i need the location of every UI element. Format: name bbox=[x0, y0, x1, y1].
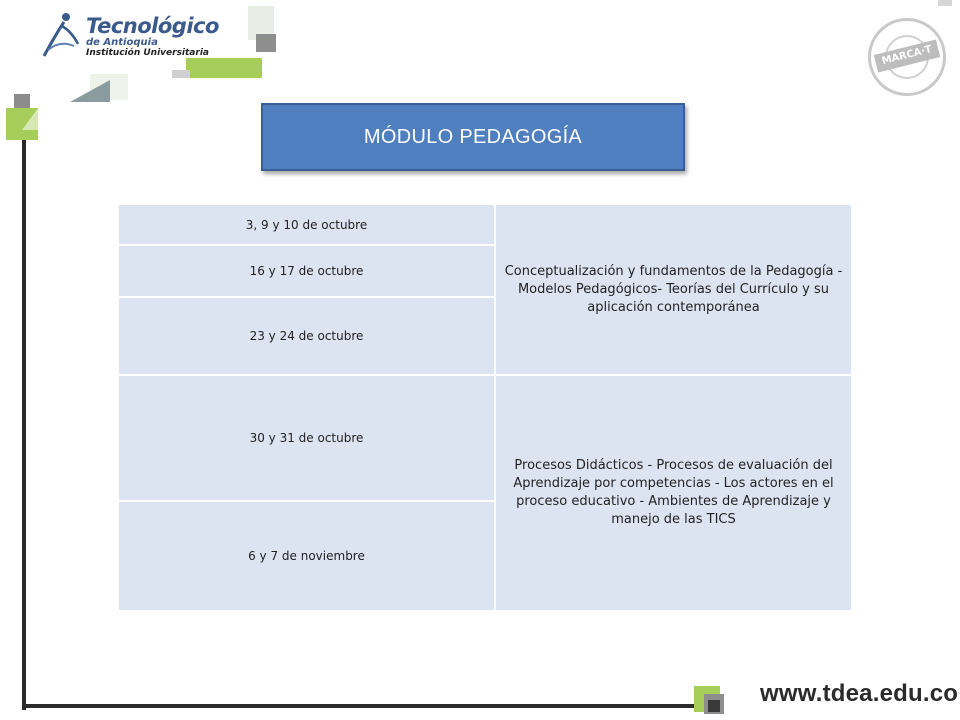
decor-square bbox=[256, 34, 276, 52]
logo-name: Tecnológico bbox=[86, 14, 219, 38]
marca-t-seal bbox=[868, 18, 946, 96]
decor-square bbox=[172, 70, 190, 78]
table-row bbox=[118, 204, 852, 245]
schedule-table bbox=[117, 203, 853, 612]
topic-cell: Conceptualización y fundamentos de la Pedagogía - Modelos Pedagógicos- Teorías del Currículo y su aplicación contemporánea bbox=[495, 204, 852, 375]
table-row bbox=[118, 375, 852, 501]
date-cell: 3, 9 y 10 de octubre bbox=[118, 204, 495, 245]
logo-line2: Institución Universitaria bbox=[86, 48, 209, 58]
date-cell: 6 y 7 de noviembre bbox=[118, 501, 495, 611]
frame-left-line bbox=[22, 140, 26, 710]
date-cell: 23 y 24 de octubre bbox=[118, 297, 495, 375]
topic-cell: Procesos Didácticos - Procesos de evaluación del Aprendizaje por competencias - Los actores en el proceso educativo - Ambientes de Aprendizaje y manejo de las TICS bbox=[495, 375, 852, 611]
decor-square bbox=[938, 0, 952, 6]
runner-icon bbox=[34, 10, 82, 60]
module-title-box bbox=[261, 103, 685, 171]
website-url[interactable]: www.tdea.edu.co bbox=[760, 680, 959, 707]
seal-label: MARCA·T bbox=[874, 40, 940, 73]
tdea-logo bbox=[34, 10, 219, 60]
date-cell: 16 y 17 de octubre bbox=[118, 245, 495, 297]
decor-square bbox=[708, 700, 720, 712]
date-cell: 30 y 31 de octubre bbox=[118, 375, 495, 501]
logo-line1: de Antioquia bbox=[86, 37, 158, 48]
module-title: MÓDULO PEDAGOGÍA bbox=[363, 125, 583, 148]
decor-square bbox=[186, 58, 262, 78]
frame-bottom-line bbox=[22, 704, 722, 708]
